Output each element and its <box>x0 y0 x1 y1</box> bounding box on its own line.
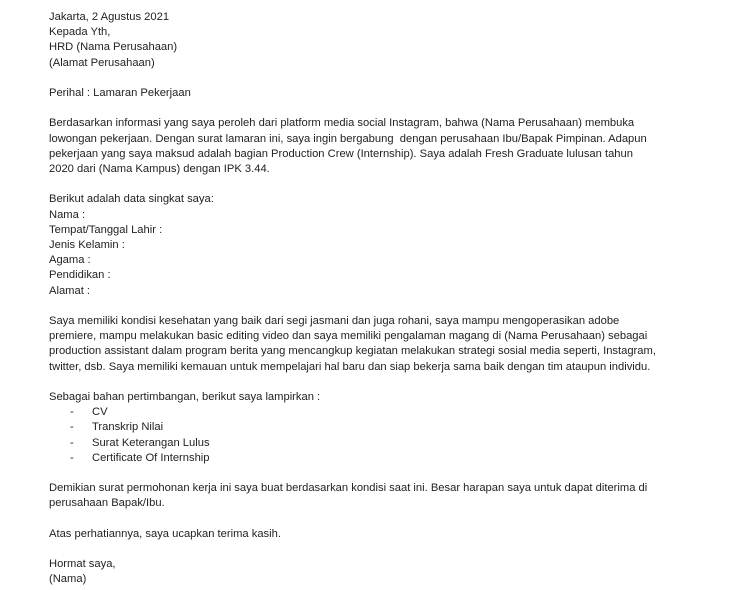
subject-line: Perihal : Lamaran Pekerjaan <box>49 87 191 99</box>
dash-bullet: - <box>70 406 74 419</box>
attachment-label: Surat Keterangan Lulus <box>92 436 210 449</box>
attachment-label: CV <box>92 406 108 419</box>
list-item <box>49 405 730 420</box>
thanks-line: Atas perhatiannya, saya ucapkan terima kasih. <box>49 527 281 540</box>
paragraph-line: premiere, mampu melakukan basic editing video dan saya memiliki pengalaman magang di (Nama Perusahaan) sebagai <box>49 330 648 343</box>
to-line: Kepada Yth, <box>49 26 111 39</box>
signoff-greeting: Hormat saya, <box>49 558 116 571</box>
recipient-hrd: HRD (Nama Perusahaan) <box>49 41 178 54</box>
paragraph-line: twitter, dsb. Saya memiliki kemauan untuk mempelajari hal baru dan siap bekerja sama baik dengan tim ataupun individu. <box>49 360 651 373</box>
list-item <box>49 436 730 451</box>
dash-bullet: - <box>70 421 74 434</box>
data-intro: Berikut adalah data singkat saya: <box>49 193 214 206</box>
letter-header <box>49 10 730 71</box>
attachment-label: Certificate Of Internship <box>92 451 210 464</box>
list-item <box>49 420 730 435</box>
data-field: Nama : <box>49 208 86 221</box>
data-field: Tempat/Tanggal Lahir : <box>49 223 163 236</box>
data-field: Pendidikan : <box>49 269 111 282</box>
data-field: Alamat : <box>49 284 91 297</box>
skills-paragraph <box>49 314 730 375</box>
place-date: Jakarta, 2 Agustus 2021 <box>49 11 170 23</box>
paragraph-line: 2020 dari (Nama Kampus) dengan IPK 3.44. <box>49 163 270 175</box>
data-field: Agama : <box>49 254 91 267</box>
paragraph-line: lowongan pekerjaan. Dengan surat lamaran ini, saya ingin bergabung dengan perusahaan Ibu/Bapak Pimpinan. Adapun <box>49 132 647 145</box>
closing-paragraph <box>49 481 730 511</box>
data-field: Jenis Kelamin : <box>49 239 125 251</box>
recipient-address: (Alamat Perusahaan) <box>49 56 155 69</box>
paragraph-line: Demikian surat permohonan kerja ini saya buat berdasarkan kondisi saat ini. Besar harapan saya untuk dapat diterima di <box>49 482 648 495</box>
signoff-name: (Nama) <box>49 573 87 586</box>
paragraph-line: Saya memiliki kondisi kesehatan yang baik dari segi jasmani dan juga rohani, saya mampu mengoperasikan adobe <box>49 315 620 327</box>
dash-bullet: - <box>70 436 74 449</box>
intro-paragraph <box>49 116 730 177</box>
paragraph-line: production assistant dalam program berita yang mencangkup kegiatan melakukan strategi sosial media seperti, Instagram, <box>49 345 656 358</box>
attachment-label: Transkrip Nilai <box>92 421 164 434</box>
signoff <box>49 557 730 587</box>
list-item <box>49 451 730 466</box>
paragraph-line: perusahaan Bapak/Ibu. <box>49 497 165 510</box>
dash-bullet: - <box>70 451 74 464</box>
paragraph-line: pekerjaan yang saya maksud adalah bagian Production Crew (Internship). Saya adalah Fresh Graduate lulusan tahun <box>49 147 633 160</box>
personal-data-section <box>49 192 730 298</box>
attachments-intro: Sebagai bahan pertimbangan, berikut saya lampirkan : <box>49 391 321 403</box>
attachments-section <box>49 390 730 466</box>
paragraph-line: Berdasarkan informasi yang saya peroleh dari platform media social Instagram, bahwa (Nama Perusahaan) membuka <box>49 117 635 130</box>
